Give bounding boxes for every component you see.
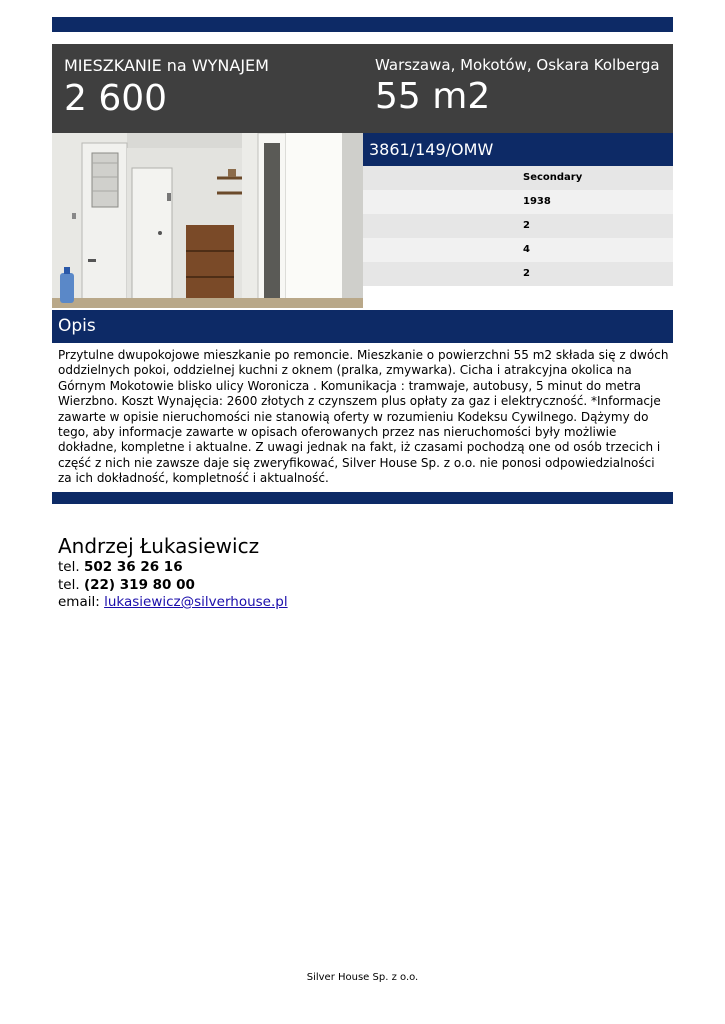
- listing-reference: 3861/149/OMW: [363, 133, 673, 166]
- listing-header: [52, 44, 673, 133]
- phone-office-line: [58, 577, 288, 595]
- phone-mobile-line: [58, 559, 288, 577]
- price: 2 600: [64, 78, 168, 119]
- property-photo: [52, 133, 363, 308]
- phone-office: (22) 319 80 00: [83, 576, 195, 593]
- address: Warszawa, Mokotów, Oskara Kolberga: [375, 56, 660, 74]
- details-value: Secondary: [523, 172, 583, 183]
- email-label: email:: [58, 594, 100, 610]
- details-value: 2: [523, 220, 530, 231]
- top-accent-bar: [52, 17, 673, 32]
- agent-contact: [58, 534, 288, 612]
- description-text: Przytulne dwupokojowe mieszkanie po remoncie. Mieszkanie o powierzchni 55 m2 składa się z dwóch oddzielnych pokoi, oddzielnej kuchni z oknem (pralka, zmywarka). Cicha i atrakcyjna okolica na Górnym Mokotowie blisko ulicy Woronicza . Komunikacja : tramwaje, autobusy, 5 minut do metra Wierzbno. Koszt Wynajęcia: 2600 złotych z czynszem plus opłaty za gaz i elektryczność. *Informacje zawarte w opisie nieruchomości nie stanowią oferty w rozumieniu Kodeksu Cywilnego. Dążymy do tego, aby informacje zawarte w opisach oferowanych przez nas nieruchomości były możliwie dokładne, kompletne i aktualne. Z uwagi jednak na fakt, iż czasami pochodzą one od osób trzecich i część z nich nie zawsze daje się zweryfikować, Silver House Sp. z o.o. nie ponosi odpowiedzialności za ich dokładność, kompletność i aktualność.: [58, 348, 669, 486]
- bottom-accent-bar: [52, 492, 673, 504]
- details-value: 4: [523, 244, 530, 255]
- header-left: [64, 56, 269, 120]
- phone-label: tel.: [58, 559, 80, 575]
- phone-label: tel.: [58, 576, 80, 593]
- details-row: [363, 214, 673, 238]
- description-heading: Opis: [52, 310, 673, 343]
- phone-mobile: 502 36 26 16: [83, 559, 183, 575]
- agent-name: Andrzej Łukasiewicz: [58, 534, 260, 558]
- area: 55 m2: [375, 76, 491, 117]
- footer-company: Silver House Sp. z o.o.: [306, 972, 419, 983]
- offer-type: MIESZKANIE na WYNAJEM: [64, 56, 269, 75]
- details-row: [363, 238, 673, 262]
- details-row: [363, 262, 673, 286]
- details-row: [363, 190, 673, 214]
- details-value: 1938: [523, 196, 551, 207]
- email-line: [58, 594, 288, 612]
- details-row: [363, 166, 673, 190]
- email-link[interactable]: lukasiewicz@silverhouse.pl: [104, 594, 288, 610]
- details-table: [363, 166, 673, 286]
- details-value: 2: [523, 268, 530, 279]
- header-right: [375, 56, 660, 118]
